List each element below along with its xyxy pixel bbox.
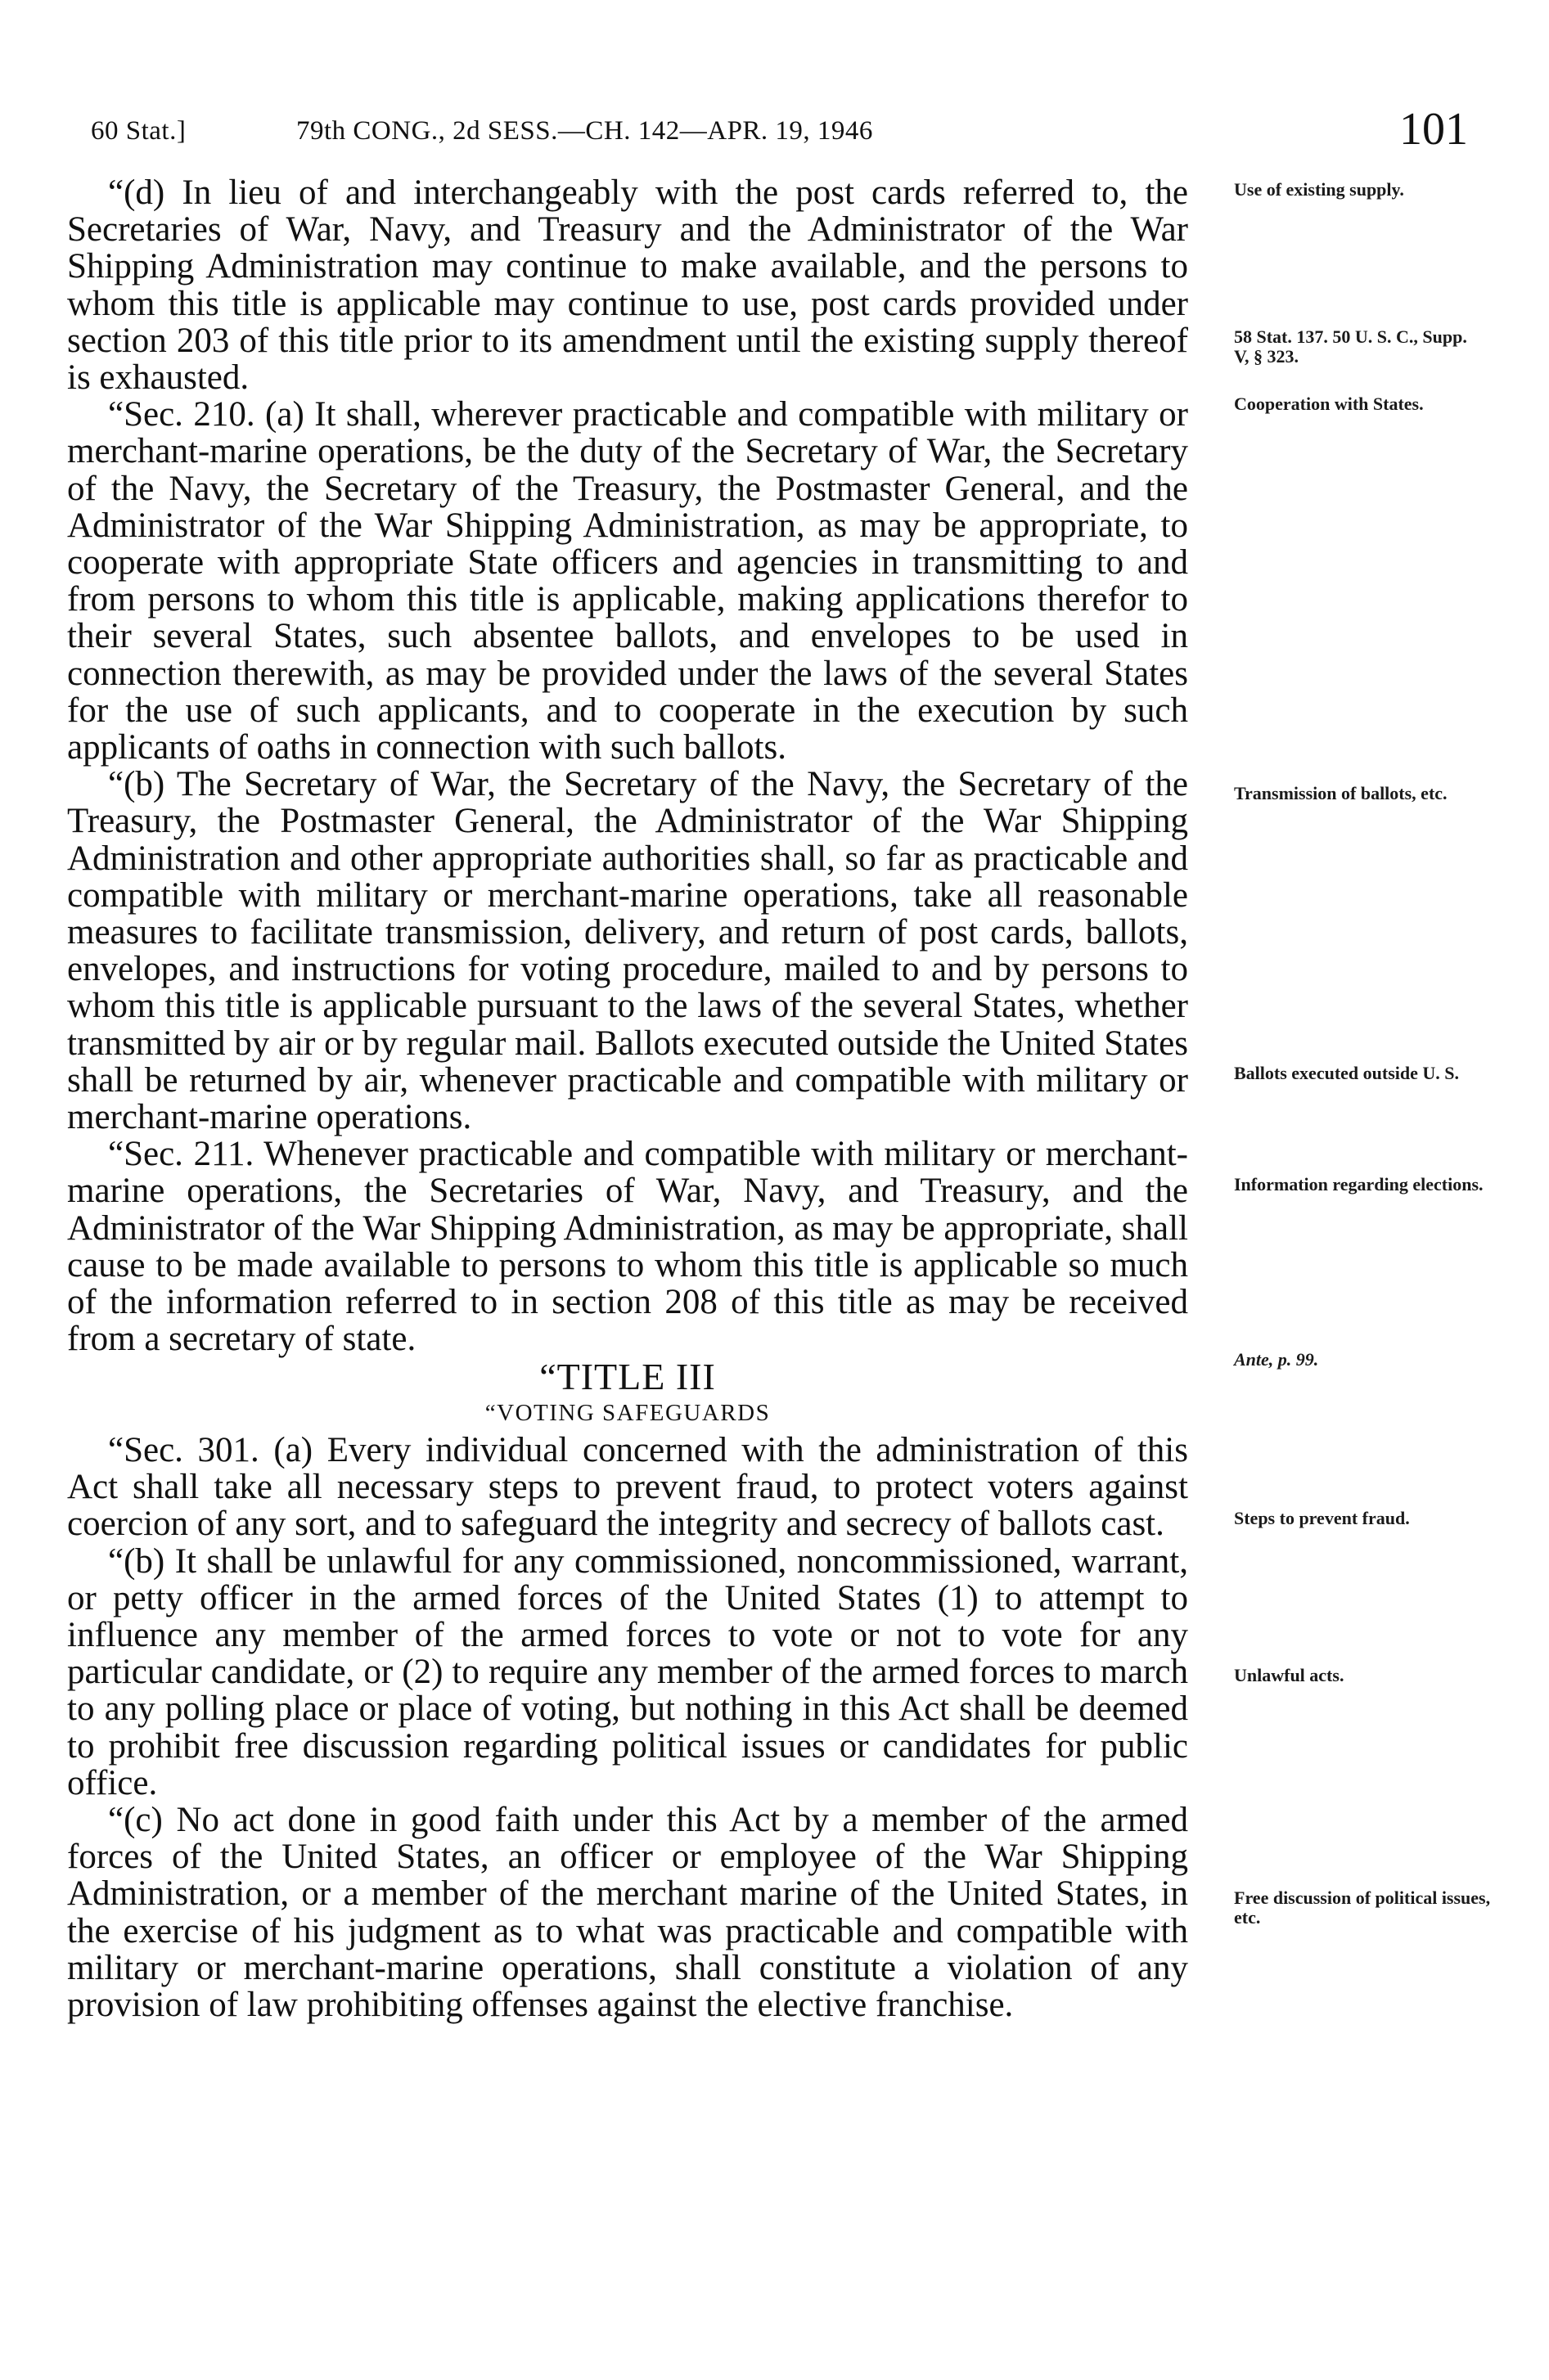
running-header-session: 79th CONG., 2d SESS.—CH. 142—APR. 19, 1946: [296, 116, 873, 146]
margin-note-information: Information regarding elections.: [1234, 1174, 1484, 1194]
margin-note-existing-supply: Use of existing supply.: [1234, 179, 1404, 200]
paragraph-sec-301-c: “(c) No act done in good faith under this Act by a member of the armed forces of the United States, an officer or employee of the War Shipping Administration, or a member of the merchant marine of the United States, in the exercise of his judgment as to what was practicable and compatible with military or merchant-marine operations, shall constitute a violation of any provision of law prohibiting offenses against the elective franchise.: [67, 1800, 1188, 2024]
page-number: 101: [1399, 104, 1468, 155]
running-header-citation: 60 Stat.]: [91, 116, 187, 146]
title-subheading: “VOTING SAFEGUARDS: [484, 1399, 771, 1426]
margin-note-cooperation: Cooperation with States.: [1234, 394, 1424, 414]
margin-note-unlawful-acts: Unlawful acts.: [1234, 1665, 1344, 1685]
margin-note-ballots-outside: Ballots executed outside U. S.: [1234, 1063, 1459, 1083]
main-text-column: [67, 174, 1188, 2023]
paragraph-sec-301-a: “Sec. 301. (a) Every individual concerned with the administration of this Act shall take all necessary steps to prevent fraud, to protect voters against coercion of any sort, and to safeguard the integrity and secrecy of ballots cast.: [67, 1430, 1188, 1544]
paragraph-sec-301-b: “(b) It shall be unlawful for any commissioned, noncommissioned, warrant, or petty officer in the armed forces of the United States (1) to attempt to influence any member of the armed forces to vote or not to vote for any particular candidate, or (2) to require any member of the armed forces to march to any polling place or place of voting, but nothing in this Act shall be deemed to prohibit free discussion regarding political issues or candidates for public office.: [67, 1541, 1188, 1802]
margin-note-free-discussion: Free discussion of political issues, etc.: [1234, 1887, 1491, 1928]
margin-note-transmission: Transmission of ballots, etc.: [1234, 783, 1448, 803]
margin-note-prevent-fraud: Steps to prevent fraud.: [1234, 1508, 1410, 1528]
paragraph-sec-209-d: “(d) In lieu of and interchangeably with the post cards referred to, the Secretaries of War, Navy, and Treasury and the Administrator of the War Shipping Administration may continue to make available, and the persons to whom this title is applicable may continue to use, post cards provided under section 203 of this title prior to its amendment until the existing supply thereof is exhausted.: [67, 173, 1188, 398]
paragraph-sec-210-b: “(b) The Secretary of War, the Secretary of the Navy, the Secretary of the Treasury, the Postmaster General, the Administrator of the War Shipping Administration and other appropriate authorities shall, so far as practicable and compatible with military or merchant-marine operations, take all reasonable measures to facilitate transmission, delivery, and return of post cards, ballots, envelopes, and instructions for voting procedure, mailed to and by persons to whom this title is applicable pursuant to the laws of the several States, whether transmitted by air or by regular mail. Ballots executed outside the United States shall be returned by air, whenever practicable and compatible with military or merchant-marine operations.: [67, 765, 1188, 1137]
title-heading: “TITLE III: [539, 1355, 716, 1397]
margin-note-statute-reference: 58 Stat. 137. 50 U. S. C., Supp. V, § 323.: [1234, 326, 1467, 367]
margin-note-ante: Ante, p. 99.: [1234, 1349, 1319, 1370]
paragraph-sec-211: “Sec. 211. Whenever practicable and compatible with military or merchant-marine operations, the Secretaries of War, Navy, and Treasury, and the Administrator of the War Shipping Administration, as may be appropriate, shall cause to be made available to persons to whom this title is applicable so much of the information referred to in section 208 of this title as may be received from a secretary of state.: [67, 1135, 1188, 1359]
paragraph-sec-210-a: “Sec. 210. (a) It shall, wherever practicable and compatible with military or merchant-marine operations, be the duty of the Secretary of War, the Secretary of the Navy, the Secretary of the Treasury, the Postmaster General, and the Administrator of the War Shipping Administration, as may be appropriate, to cooperate with appropriate State officers and agencies in transmitting to and from persons to whom this title is applicable, making applications therefor to their several States, such absentee ballots, and envelopes to be used in connection therewith, as may be provided under the laws of the several States for the use of such applicants, and to cooperate in the execution by such applicants of oaths in connection with such ballots.: [67, 395, 1188, 767]
